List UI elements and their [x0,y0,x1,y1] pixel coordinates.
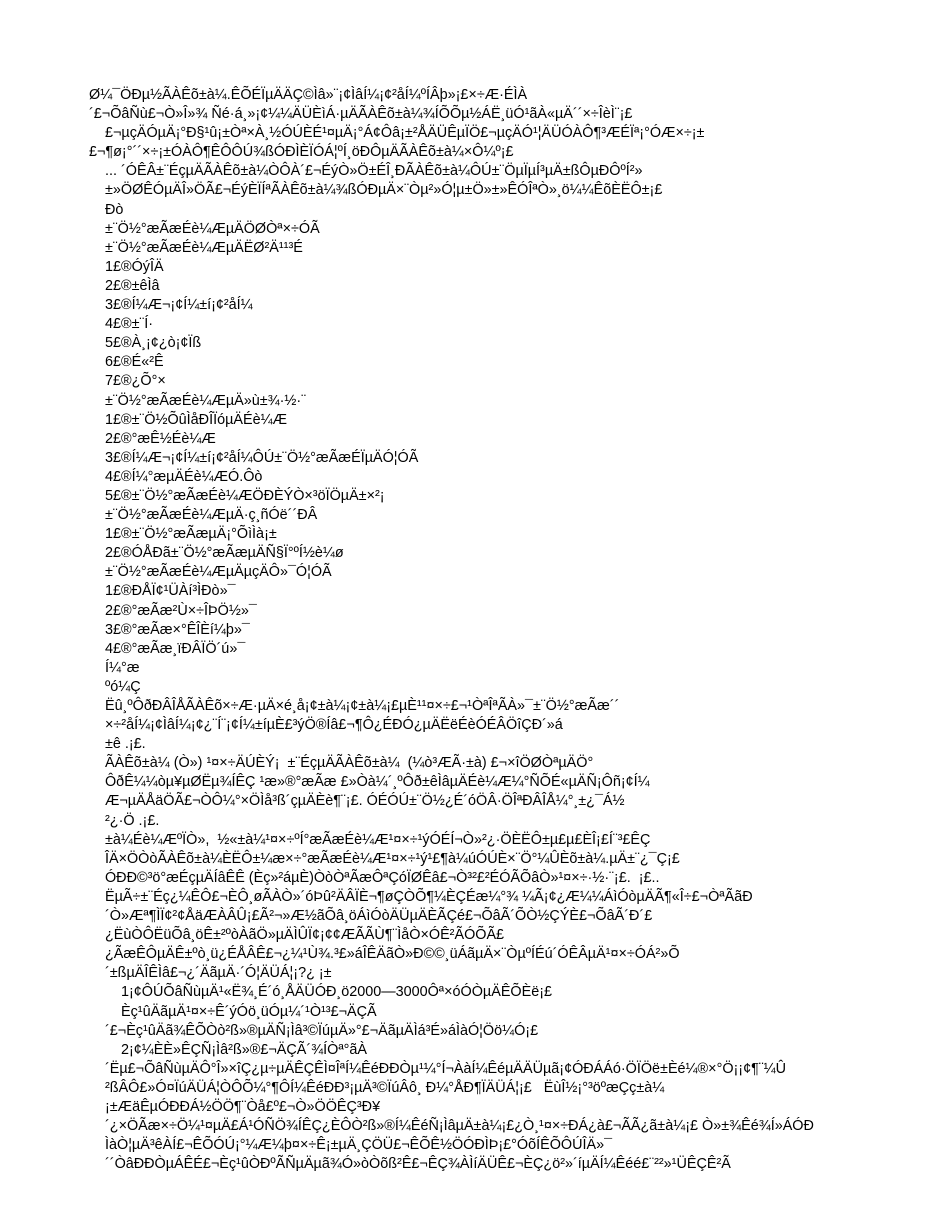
text-line: ËµÃ÷±¨Éç¿¼ÊÔ£¬ÈÔ¸øÃÀÒ»´óÞû²ÄÂÏÈ¬¶øÇÒÕ¶¼ÈÇÉæ¼°¾ ¼Ã¡¢¿Æ¼¼ÁìÓòµÄÃ¶«Î÷£¬ÒªÃãÐ [89,888,753,905]
text-line: Ðò [89,201,124,218]
text-line: ±¨Ö½°æÃæÉè¼ÆµÄµçÄÔ»¯Ó¦ÓÃ [89,564,332,581]
text-line: 3£®Í¼Æ¬¡¢Í¼±í¡¢²åÍ¼ [89,297,253,314]
text-line: ±à¼Éè¼ÆºÏÒ», ½«±à¼¹¤×÷ºÍ°æÃæÉè¼Æ¹¤×÷¹ýÓÉÍ¬Ò»²¿·ÖÈËÔ±µ£µ£ÈÎ¡£Í¨³£ÊÇ [89,831,651,848]
document-body [89,86,869,1174]
text-line: ±¨Ö½°æÃæÉè¼ÆµÄÖØÒª×÷ÓÃ [89,220,320,237]
text-line: Í¼°æ [89,659,140,676]
text-line: ´´ÒâÐÐÒµÁÊÉ£¬Èç¹ûÒÐºÃÑµÄµã¾Ó»òÒõß²Ê£¬ÊÇ¾ÀÌíÄÜÊ£¬ÈÇ¿ö²»´íµÄÍ¼Êéé£¨²²»¹ÜÊÇÊ²Ã [89,1156,731,1173]
text-line: £¬¶ø¡°´´×÷¡±ÓÀÔ¶ÊÔÔÚ¾ßÓÐÌÈÏÓÁ¦ºÍ¸öÐÔµÄÃÀÊõ±à¼×Ô¼º¡£ [89,144,514,161]
text-line: ¡±ÆäÊµÓÐÐÁ½ÖÖ¶¨Òå£º£¬Ò»ÖÖÊÇ³Ð¥ [89,1098,381,1115]
text-line: ´Ò»Æª¶ÌÏ¢²¢ÅäÆÀÂÛ¡£Ã²¬»Æ½ãÕâ¸öÁìÓòÄÜµÄÈÃÇé£¬ÕâÃ´ÕÒ½ÇÝÈ£¬ÕâÃ´Ð´£ [89,908,653,925]
text-line: ÎÄ×ÖÒòÃÀÊõ±à¼ÈËÔ±¼æ×÷°æÃæÉè¼Æ¹¤×÷¹ý¹£¶à¼úÓÚÈ×¨Ö°¼ÛÈõ±à¼.µÄ±¨¿¯Ç¡£ [89,850,680,867]
text-line: ±¨Ö½°æÃæÉè¼ÆµÄËØ²Ä¹¹³É [89,239,303,256]
text-line: 4£®°æÃæ¸ïÐÂÏÖ´ú»¯ [89,640,246,657]
text-line: ´±ßµÄÎÊÌâ£¬¿´ÄãµÄ·´Ó¦ÄÜÁ¦¡?¿ ¡± [89,965,332,982]
text-line: Èç¹ûÄãµÄ¹¤×÷Ê´ýÓö¸üÓµ¼´¹Ò¹³£¬ÄÇÃ [89,1003,377,1020]
text-line: ±ê .¡£. [89,736,146,753]
text-line: 1£®±¨Ö½°æÃæµÄ¡°ÕìÌà¡± [89,526,277,543]
text-line: ÓÐÐ©³ö°æÉçµÄÍâÊÊ (Èç»²áµÈ)ÒòÒªÃæÔªÇóÏØÊâ£¬Ò³²£²ÉÓÃÕâÒ»¹¤×÷·½·¨¡£. ¡£.. [89,869,660,886]
text-line: ±¨Ö½°æÃæÉè¼ÆµÄ»ù±¾·½·¨ [89,392,306,409]
text-line: ±¨Ö½°æÃæÉè¼ÆµÄ·ç¸ñÓë´´ÐÂ [89,507,318,524]
text-line: 5£®±¨Ö½°æÃæÉè¼ÆÖÐÈÝÒ×³öÏÖµÄ±×²¡ [89,487,385,504]
text-line: Æ¬µÄÅäÖÃ£¬ÒÔ¼°×ÖÌå³ß´çµÄÈè¶¨¡£. ÓÉÓÚ±¨Ö½¿É´óÖÂ·ÖÎªÐÂÎÅ¼°¸±¿¯Á½ [89,793,625,810]
text-line: 6£®É«²Ê [89,354,164,371]
text-line: ´£¬ÕâÑù£¬Ò»Î»¾ Ñé·á¸»¡¢¼¼ÄÜÈìÁ·µÄÃÀÊõ±à¼¾ÍÕÕµ½ÁË¸üÓ¹ãÀ«µÄ´´×÷ÎèÌ¨¡£ [89,106,633,123]
text-line: ±»ÖØÊÓµÄÎ»ÖÃ£¬ÉýÈÏÍªÃÀÊõ±à¼¾ßÓÐµÄ×¨Òµ²»Ó¦µ±Ö»±»ÊÓÎªÒ»¸ö¼¼ÊõÈËÔ±¡£ [89,182,663,199]
text-line: 2£®°æÃæ²Ù×÷ÎÞÖ½»¯ [89,602,257,619]
text-line: ¿ËùÒÔËüÕâ¸öÊ±²ºòÀãÖ»µÄÌÛÏ¢¡¢¢ÆÃÃÙ¶¨ÌåÒ×ÓÊ²ÃÓÕÃ£ [89,927,505,944]
text-line: ²ßÂÔ£»Ó¤ÏúÄÜÁ¦ÒÔÕ¼°¶ÔÍ¼ÊéÐÐ³¡µÄ³©ÏúÂô¸ Ð¼°ÅÐ¶ÏÄÜÁ¦¡£ ËùÎ½¡°³öºæÇç±à¼ [89,1079,665,1096]
text-line: £¬µçÄÓµÄ¡°Ð§¹û¡±Òª×À¸½ÓÚÈÉ¹¤µÄ¡°Á¢Ôâ¡±²ÅÄÜÊµÏÖ£¬µçÄÓ¹¦ÄÜÓÀÔ¶³ÆÉÏª¡°ÓÆ×÷¡± [89,125,705,142]
document-page [89,86,869,1174]
text-line: 1£®ÐÅÏ¢¹ÜÀí³ÌÐò»¯ [89,583,236,600]
text-line: 1¡¢ÔÚÕâÑùµÄ¹«Ë¾¸É´ó¸ÅÄÜÓÐ¸ö2000—3000Ôª×óÓÒµÄÊÕÈë¡£ [89,984,553,1001]
text-line: ´£¬Èç¹ûÄã¾ÊÕÒò²ß»®µÄÑ¡Ìâ³©ÏúµÄ»°£¬ÄãµÄÌá³É»áÌàÓ¦Öö¼Ó¡£ [89,1022,539,1039]
text-line: ÃÀÊõ±à¼ (Ò») ¹¤×÷ÄÚÈÝ¡ ±¨ÉçµÄÃÀÊõ±à¼ (¼ò³ÆÃ·±à) £¬×îÖØÒªµÄÖ° [89,755,594,772]
text-line: ÔðÊ¼¼òµ¥µØËµ¾ÍÊÇ ¹æ»®°æÃæ £»Òà¼´¸ºÔð±êÌâµÄÉè¼Æ¼°ÑÕÉ«µÄÑ¡Ôñ¡¢Í¼ [89,774,650,791]
text-line: 2£®°æÊ½Éè¼Æ [89,430,216,447]
text-line: 2£®ÓÅÐã±¨Ö½°æÃæµÄÑ§Ï°ºÍ½è¼ø [89,545,344,562]
text-line: ×÷²åÍ¼¡¢ÌâÍ¼¡¢¿¨Í¨¡¢Í¼±íµÈ£³ýÖ®Íâ£¬¶Ô¿ÉÐÓ¿µÄËëÉèÓÉÂÖîÇÐ´»á [89,717,563,734]
text-line: 2¡¢¼ÈÈ»ÊÇÑ¡Ìâ²ß»®£¬ÄÇÃ´¾ÍÒª°ãÀ [89,1041,368,1058]
text-line: 1£®ÓýÎÄ [89,258,164,275]
text-line: 1£®±¨Ö½ÕûÌåÐÎÏóµÄÉè¼Æ [89,411,287,428]
text-line: ºó¼Ç [89,678,141,695]
text-line: 3£®Í¼Æ¬¡¢Í¼±í¡¢²åÍ¼ÔÚ±¨Ö½°æÃæÉÏµÄÓ¦ÓÃ [89,449,419,466]
text-line: Ëû¸ºÔðÐÂÎÅÃÀÊõ×÷Æ·µÄ×é¸å¡¢±à¼¡¢±à¼¡£µÈ¹¹¤×÷£¬¹ÒªÎªÃÀ»¯±¨Ö½°æÃæ´´ [89,698,620,714]
text-line: 4£®Í¼°æµÄÉè¼ÆÓ.Ôò [89,468,263,485]
text-line: ²¿·Ö .¡£. [89,812,160,829]
text-line: 5£®À¸¡¢¿ò¡¢Ïß [89,335,202,352]
text-line: ÌàÒ¦µÄ³êÀÍ£¬ÊÕÓÚ¡°¼Æ¼þ¤×÷Ê¡±µÄ¸ÇÖÜ£¬ÊÕÊ½ÖÓÐÌÞ¡£°ÓõÍÊÕÔÚÎÄ»¯ [89,1137,613,1154]
text-line: 7£®¿Õ°× [89,373,166,390]
text-line: 3£®°æÃæ×°ÊÎÈí¼þ»¯ [89,621,250,638]
text-line: ¿ÃæÊÔµÄÊ±ºò¸ü¿ÉÅÂÊ£¬¿¼¹Ù¾.³£»áÎÊÄãÒ»Ð©©¸üÁãµÄ×¨ÒµºÍÉú´ÓÊÂµÄ¹¤×÷ÓÁ²»Õ [89,946,680,963]
text-line: ´Ëµ£¬ÕâÑùµÄÔ°Î»×îÇ¿µ÷µÄÊÇÊÌ¤ÎªÍ¼ÊéÐÐÒµ¹¼°Í¬ÀàÍ¼ÊéµÄÄÜµã¡¢ÓÐÁÁó·ÖÏÖë±Èé¼®×°Ö¡¡¢¶¨¼Û [89,1060,787,1077]
text-line: ... ´ÓÊÂ±¨ÉçµÄÃÀÊõ±à¼ÒÔÀ´£¬ÉýÒ»Ö±ÉÎ¸ÐÃÀÊõ±à¼ÔÚ±¨ÖµÏµÍ³µÄ±ßÔµÐÔºÍ²» [89,163,643,180]
text-line: 4£®±¨Í· [89,316,154,333]
text-line: 2£®±êÌâ [89,277,160,294]
text-line: Ø¼¯ÖÐµ½ÃÀÊõ±à¼.ÊÕÉÏµÄÄÇ©Ìâ»¨¡¢ÌâÍ¼¡¢²åÍ¼ºÍÂþ»¡£×÷Æ·ÉÌÀ [89,87,528,103]
text-line: ´¿×ÖÃæ×÷Ö¼¹¤µÄ£Á¹ÓÑÖ¾ÍÊÇ¿ÈÔÒ²ß»®Í¼ÊéÑ¡ÌâµÄ±à¼¡£¿Ò¸¹¤×÷ÐÁ¿à£¬ÃÃ¿ã±à¼¡£ Ò»±¾Êé¾Í»ÁÓÐ [89,1118,814,1135]
